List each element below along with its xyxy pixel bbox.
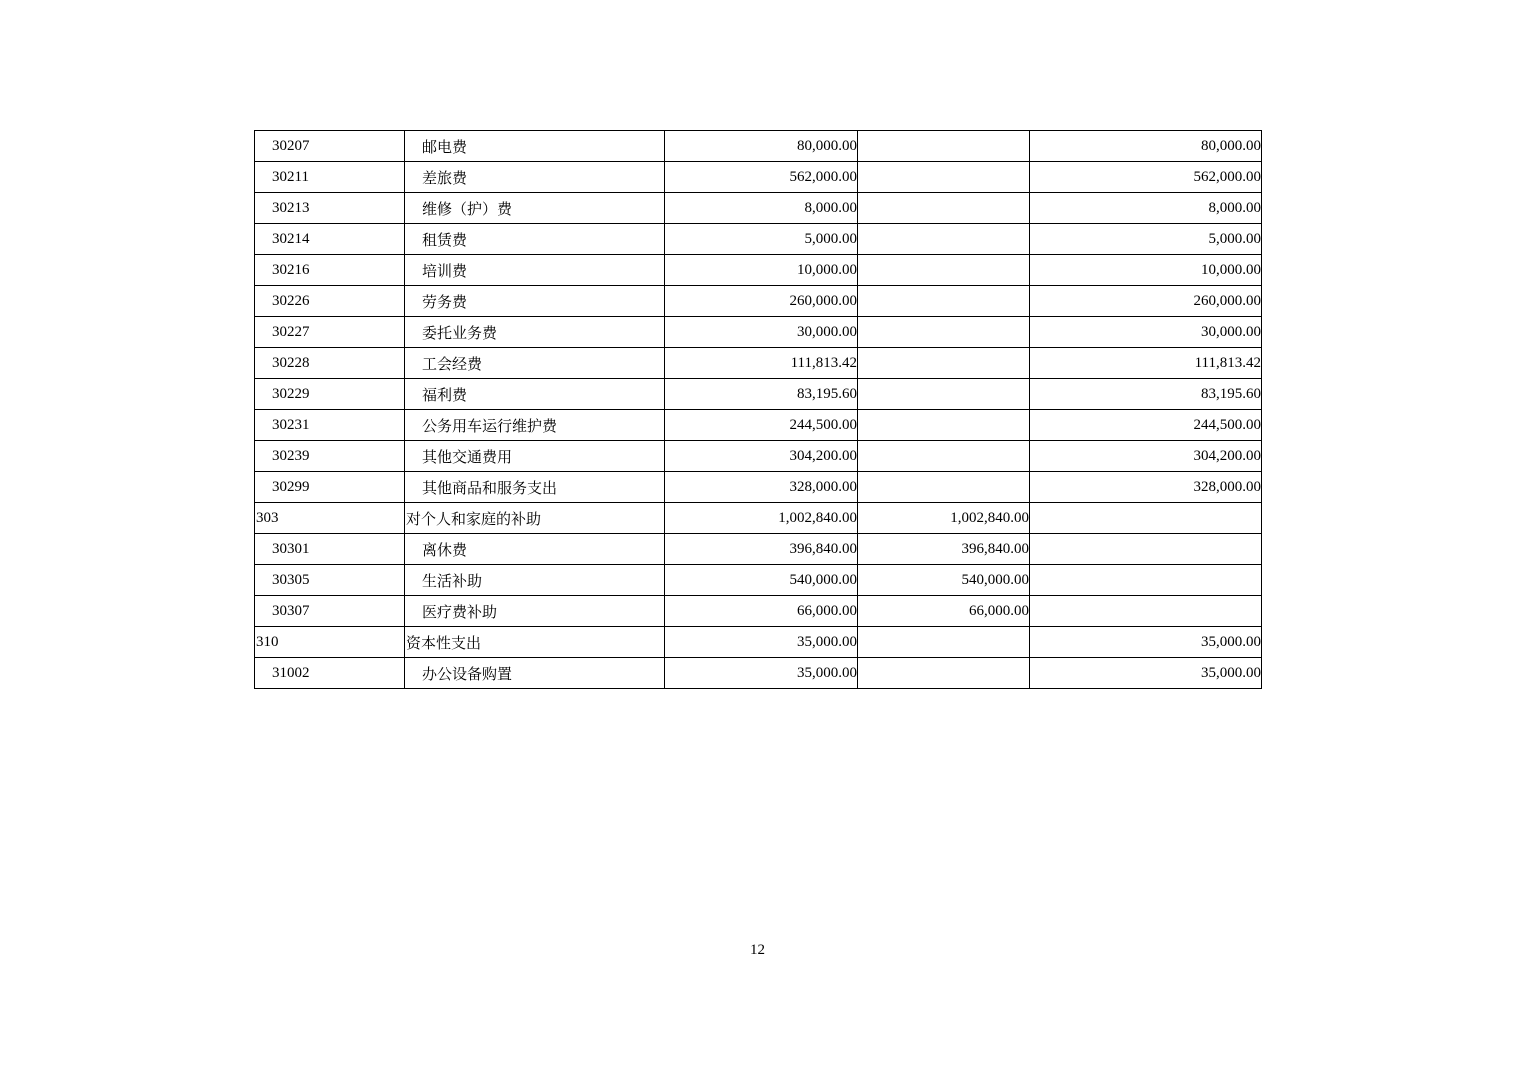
basic-expense-cell: 540,000.00 xyxy=(858,565,1030,596)
project-expense-cell: 260,000.00 xyxy=(1030,286,1262,317)
table-row xyxy=(255,131,1262,162)
basic-expense-cell xyxy=(858,410,1030,441)
table-row xyxy=(255,348,1262,379)
project-expense-cell xyxy=(1030,534,1262,565)
table-row xyxy=(255,441,1262,472)
project-expense-cell: 562,000.00 xyxy=(1030,162,1262,193)
account-name-cell: 租赁费 xyxy=(405,224,665,255)
table-row xyxy=(255,193,1262,224)
basic-expense-cell xyxy=(858,658,1030,689)
total-amount-cell: 8,000.00 xyxy=(665,193,858,224)
total-amount-cell: 5,000.00 xyxy=(665,224,858,255)
project-expense-cell xyxy=(1030,503,1262,534)
project-expense-cell: 35,000.00 xyxy=(1030,627,1262,658)
table-row xyxy=(255,255,1262,286)
basic-expense-cell: 396,840.00 xyxy=(858,534,1030,565)
account-code-cell: 30307 xyxy=(255,596,405,627)
account-name-cell: 医疗费补助 xyxy=(405,596,665,627)
project-expense-cell: 10,000.00 xyxy=(1030,255,1262,286)
basic-expense-cell xyxy=(858,255,1030,286)
basic-expense-cell xyxy=(858,472,1030,503)
account-code-cell: 30229 xyxy=(255,379,405,410)
table-row xyxy=(255,224,1262,255)
project-expense-cell: 304,200.00 xyxy=(1030,441,1262,472)
account-code-cell: 30227 xyxy=(255,317,405,348)
total-amount-cell: 304,200.00 xyxy=(665,441,858,472)
account-name-cell: 福利费 xyxy=(405,379,665,410)
budget-table xyxy=(254,130,1262,689)
project-expense-cell: 30,000.00 xyxy=(1030,317,1262,348)
project-expense-cell: 35,000.00 xyxy=(1030,658,1262,689)
project-expense-cell xyxy=(1030,565,1262,596)
total-amount-cell: 30,000.00 xyxy=(665,317,858,348)
total-amount-cell: 540,000.00 xyxy=(665,565,858,596)
basic-expense-cell xyxy=(858,379,1030,410)
table-row xyxy=(255,596,1262,627)
basic-expense-cell xyxy=(858,286,1030,317)
total-amount-cell: 562,000.00 xyxy=(665,162,858,193)
account-name-cell: 离休费 xyxy=(405,534,665,565)
table-row xyxy=(255,317,1262,348)
account-name-cell: 劳务费 xyxy=(405,286,665,317)
table-row xyxy=(255,565,1262,596)
account-code-cell: 30301 xyxy=(255,534,405,565)
account-name-cell: 差旅费 xyxy=(405,162,665,193)
project-expense-cell xyxy=(1030,596,1262,627)
total-amount-cell: 66,000.00 xyxy=(665,596,858,627)
table-row xyxy=(255,472,1262,503)
table-row xyxy=(255,410,1262,441)
project-expense-cell: 5,000.00 xyxy=(1030,224,1262,255)
account-code-cell: 30211 xyxy=(255,162,405,193)
account-code-cell: 30207 xyxy=(255,131,405,162)
table-row xyxy=(255,627,1262,658)
account-name-cell: 资本性支出 xyxy=(405,627,665,658)
project-expense-cell: 80,000.00 xyxy=(1030,131,1262,162)
account-code-cell: 30305 xyxy=(255,565,405,596)
basic-expense-cell: 66,000.00 xyxy=(858,596,1030,627)
total-amount-cell: 80,000.00 xyxy=(665,131,858,162)
table-row xyxy=(255,379,1262,410)
project-expense-cell: 328,000.00 xyxy=(1030,472,1262,503)
page-number: 12 xyxy=(750,942,765,958)
total-amount-cell: 35,000.00 xyxy=(665,658,858,689)
account-name-cell: 工会经费 xyxy=(405,348,665,379)
table-row xyxy=(255,286,1262,317)
account-code-cell: 30226 xyxy=(255,286,405,317)
basic-expense-cell xyxy=(858,441,1030,472)
table-row xyxy=(255,534,1262,565)
account-name-cell: 公务用车运行维护费 xyxy=(405,410,665,441)
project-expense-cell: 244,500.00 xyxy=(1030,410,1262,441)
account-name-cell: 委托业务费 xyxy=(405,317,665,348)
project-expense-cell: 8,000.00 xyxy=(1030,193,1262,224)
basic-expense-cell xyxy=(858,193,1030,224)
account-code-cell: 30299 xyxy=(255,472,405,503)
account-code-cell: 303 xyxy=(255,503,405,534)
account-name-cell: 对个人和家庭的补助 xyxy=(405,503,665,534)
account-name-cell: 办公设备购置 xyxy=(405,658,665,689)
total-amount-cell: 260,000.00 xyxy=(665,286,858,317)
total-amount-cell: 396,840.00 xyxy=(665,534,858,565)
total-amount-cell: 328,000.00 xyxy=(665,472,858,503)
account-name-cell: 其他商品和服务支出 xyxy=(405,472,665,503)
total-amount-cell: 35,000.00 xyxy=(665,627,858,658)
account-code-cell: 30231 xyxy=(255,410,405,441)
account-code-cell: 30228 xyxy=(255,348,405,379)
account-name-cell: 培训费 xyxy=(405,255,665,286)
account-code-cell: 30239 xyxy=(255,441,405,472)
basic-expense-cell: 1,002,840.00 xyxy=(858,503,1030,534)
account-code-cell: 31002 xyxy=(255,658,405,689)
total-amount-cell: 10,000.00 xyxy=(665,255,858,286)
account-name-cell: 其他交通费用 xyxy=(405,441,665,472)
total-amount-cell: 1,002,840.00 xyxy=(665,503,858,534)
basic-expense-cell xyxy=(858,224,1030,255)
basic-expense-cell xyxy=(858,627,1030,658)
account-name-cell: 生活补助 xyxy=(405,565,665,596)
table-row xyxy=(255,162,1262,193)
total-amount-cell: 111,813.42 xyxy=(665,348,858,379)
account-code-cell: 30216 xyxy=(255,255,405,286)
total-amount-cell: 244,500.00 xyxy=(665,410,858,441)
table-row xyxy=(255,658,1262,689)
project-expense-cell: 111,813.42 xyxy=(1030,348,1262,379)
account-code-cell: 30214 xyxy=(255,224,405,255)
account-name-cell: 邮电费 xyxy=(405,131,665,162)
account-name-cell: 维修（护）费 xyxy=(405,193,665,224)
basic-expense-cell xyxy=(858,348,1030,379)
basic-expense-cell xyxy=(858,162,1030,193)
table-row xyxy=(255,503,1262,534)
project-expense-cell: 83,195.60 xyxy=(1030,379,1262,410)
basic-expense-cell xyxy=(858,131,1030,162)
account-code-cell: 30213 xyxy=(255,193,405,224)
basic-expense-cell xyxy=(858,317,1030,348)
account-code-cell: 310 xyxy=(255,627,405,658)
total-amount-cell: 83,195.60 xyxy=(665,379,858,410)
table-body xyxy=(255,131,1262,689)
